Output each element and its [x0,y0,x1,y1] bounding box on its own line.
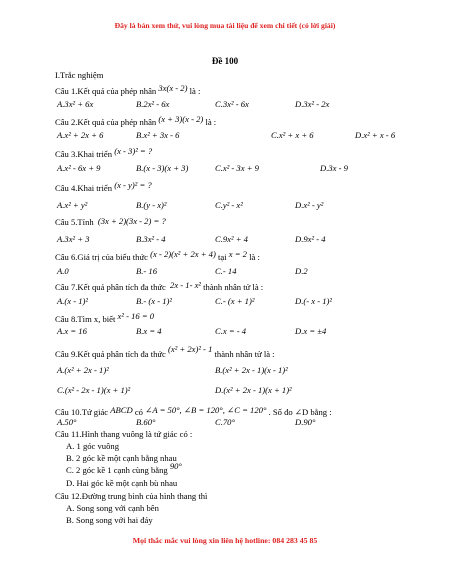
question-2-tail: là : [205,117,217,127]
question-11-option-c [66,461,182,475]
question-5-text: Câu 5.Tính [55,217,94,227]
question-11-option-c-value: 90° [169,461,182,471]
question-1-option-c: C.3x² - 6x [215,99,249,109]
question-2-option-a: A.x² + 2x + 6 [57,130,104,140]
question-10 [55,407,332,417]
question-4-text: Câu 4.Khai triển [55,183,113,193]
question-2-option-c: C.x² + x + 6 [271,130,314,140]
question-11-option-d: D. Hai góc kề một cạnh bù nhau [66,478,178,488]
question-8-expression: x² - 16 = 0 [117,311,155,321]
question-4-option-a: A.x² + y² [57,200,88,210]
question-3-option-a: A.x² - 6x + 9 [57,163,101,173]
question-7-option-d: D.(- x - 1)² [295,296,332,306]
question-6-option-a: A.0 [57,266,69,276]
question-6-text: Câu 6.Giá trị của biểu thức [55,252,148,262]
question-1 [55,83,201,96]
question-8-option-d: D.x = ±4 [295,326,327,336]
question-12: Câu 12.Đường trung bình của hình thang thì [55,491,208,501]
question-2-option-d: D.x² + x - 6 [355,130,396,140]
question-1-option-a: A.3x² + 6x [57,99,94,109]
question-6-option-c: C.- 14 [215,266,237,276]
question-9-option-b: B.(x² + 2x - 1)(x - 1)² [215,365,288,375]
question-2-expression: (x + 3)(x - 2) [158,114,204,124]
question-9-tail: thành nhân tử là : [214,349,275,359]
question-8 [55,311,155,324]
question-10-condition: ∠A = 50°, ∠B = 120°, ∠C = 120° [145,405,267,415]
question-8-text: Câu 8.Tìm x, biết [55,314,116,324]
question-5-option-b: B.3x² - 4 [136,234,166,244]
hotline-banner: Mọi thắc mắc vui lòng xin liên hệ hotline: 084 283 45 85 [132,536,318,545]
question-11: Câu 11.Hình thang vuông là tứ giác có : [55,429,193,439]
question-7 [55,282,263,292]
section-heading: I.Trắc nghiệm [55,70,104,80]
question-10-mid: có [134,407,143,417]
question-3-option-c: C.x² - 3x + 9 [215,163,259,173]
question-3-expression: (x - 3)² = ? [114,146,153,156]
question-5-expression: (3x + 2)(3x - 2) = ? [97,216,166,226]
question-11-option-b: B. 2 góc kề một cạnh bằng nhau [66,453,177,463]
question-3-option-b: B.(x - 3)(x + 3) [136,163,189,173]
question-5-option-c: C.9x² + 4 [215,234,248,244]
question-11-option-c-text: C. 2 góc kề 1 cạnh cùng bằng [66,465,168,475]
question-7-text: Câu 7.Kết quả phân tích đa thức [55,282,166,292]
question-10-figure: ABCD [110,405,133,415]
question-4-option-b: B.(y - x)² [136,200,167,210]
question-4-expression: (x - y)² = ? [114,180,152,190]
question-7-expression: 2x - 1- x² [170,280,201,290]
question-9-option-c: C.(x² - 2x - 1)(x + 1)² [57,385,131,395]
question-4-option-c: C.y² - x² [215,200,243,210]
question-2 [55,114,217,127]
question-7-tail: thành nhân tử là : [203,282,264,292]
question-6-mid: tại [218,252,227,262]
question-5 [55,217,166,227]
question-8-option-a: A.x = 16 [57,326,87,336]
question-6-condition: x = 2 [228,249,247,259]
question-11-option-a: A. 1 góc vuông [66,441,119,451]
question-7-option-b: B.- (x - 1)² [136,296,172,306]
question-10-option-b: B.60° [136,417,156,427]
question-3 [55,146,153,159]
question-9-option-d: D.(x² + 2x - 1)(x + 1)² [215,385,292,395]
question-8-option-b: B.x = 4 [136,326,162,336]
question-2-option-b: B.x² + 3x - 6 [136,130,180,140]
question-4 [55,180,152,193]
exam-title: Đề 100 [211,56,239,66]
question-12-option-b: B. Song song với hai đáy [66,515,153,525]
question-2-text: Câu 2.Kết quả của phép nhân [55,117,157,127]
question-9 [55,344,275,359]
question-6-option-b: B.- 16 [136,266,158,276]
question-1-option-b: B.2x² - 6x [136,99,170,109]
question-1-expression: 3x(x - 2) [158,83,188,93]
question-10-tail: . Số đo ∠D bằng : [268,407,332,417]
question-1-option-d: D.3x² - 2x [295,99,330,109]
question-3-option-d: D.3x - 9 [320,163,348,173]
question-10-option-d: D.90° [295,417,316,427]
question-10-text: Câu 10.Tứ giác [55,407,109,417]
question-6-option-d: D.2 [295,266,308,276]
question-4-option-d: D.x² - y² [295,200,324,210]
question-1-text: Câu 1.Kết quả của phép nhân [55,86,157,96]
question-5-option-d: D.9x² - 4 [295,234,326,244]
question-9-expression: (x² + 2x)² - 1 [168,344,213,354]
question-8-option-c: C.x = - 4 [215,326,247,336]
question-5-option-a: A.3x² + 3 [57,234,90,244]
question-12-option-a: A. Song song với cạnh bên [66,503,159,513]
question-9-option-a: A.(x² + 2x - 1)² [57,365,109,375]
question-10-option-c: C.70° [215,417,235,427]
question-6-expression: (x - 2)(x² + 2x + 4) [150,249,216,259]
question-7-option-a: A.(x - 1)² [57,296,88,306]
question-9-text: Câu 9.Kết quả phân tích đa thức [55,349,166,359]
question-6-tail: là : [249,252,260,262]
question-3-text: Câu 3.Khai triển [55,149,113,159]
question-6 [55,249,260,262]
preview-notice-banner: Đây là bản xem thử, vui lòng mua tài liệu để xem chi tiết (có lời giải) [114,21,336,30]
question-10-option-a: A.50° [57,417,77,427]
question-7-option-c: C.- (x + 1)² [215,296,255,306]
question-1-tail: là : [189,86,201,96]
